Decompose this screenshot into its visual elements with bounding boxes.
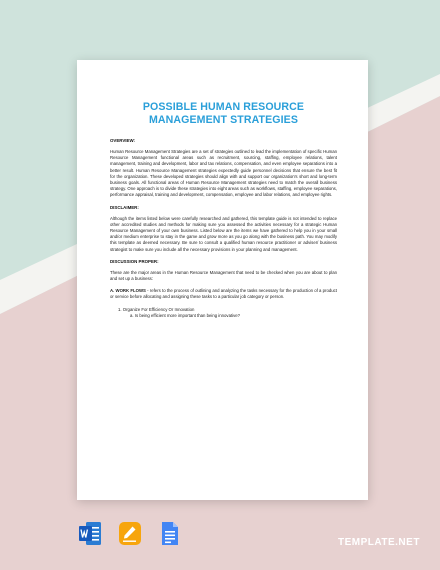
disclaimer-paragraph: Although the items listed below were carefully researched and gathered, this template guide is not intended to replace other accredited studies and methods for making sure you assessed the activities necessary for a strategic Human Resource Management of your own business. Listed below are the items we have gathered to help you in your small and/or medium enterprise to stay in the game and grow more as you go along with the business path. You may modify this template as deemed necessary. Be sure to consult a qualified human resource practitioner or adviser/ business strategist to make sure you include all the necessary provisions in your planning and management.: [110, 215, 337, 252]
document-title-line-2: MANAGEMENT STRATEGIES: [148, 113, 299, 126]
microsoft-word-icon[interactable]: [78, 521, 102, 546]
discussion-paragraph: These are the major areas in the Human Resource Management that need to be checked when you are about to plan and set up a business:: [110, 269, 337, 282]
overview-paragraph: Human Resource Management Strategies are a set of strategies outlined to lead the implementation of specific Human Resource Management functional areas such as recruitment, sourcing, staffing, employee relations, talent management, training and development, labor and tax relations, compensation, and even employee separations into a better result. Human Resource Management strategies expectedly guide personnel decisions that ensure the best fit for the organization. These developed strategies should align with and support our organization's short and long-term business goals. All functional areas of Human Resource Management strategies need to match the overall business strategy. One approach is to divide these strategies into eight areas such as workflows, staffing, employee separations, performance appraisal, training and development, compensation, employee and labor relations, and employee rights.: [110, 149, 337, 198]
list-item-1a: a. Is being efficient more important than being innovative?: [130, 312, 241, 318]
workflows-paragraph: [110, 288, 337, 300]
google-docs-icon[interactable]: [158, 521, 182, 546]
workflows-text: - refers to the process of outlining and analyzing the tasks necessary for the production of a product or service before allocating and assigning these tasks to a particular job category or person.: [110, 288, 337, 300]
overview-heading: OVERVIEW:: [110, 138, 135, 143]
document-title: [106, 101, 341, 126]
list-item-1: 1. Organize For Efficiency Or Innovation: [118, 306, 195, 312]
document-page: [77, 60, 368, 500]
document-title-line-1: POSSIBLE HUMAN RESOURCE: [142, 101, 305, 113]
discussion-heading: DISCUSSION PROPER:: [110, 258, 159, 264]
disclaimer-heading: DISCLAIMER:: [110, 204, 139, 210]
brand-logo[interactable]: TEMPLATE.NET: [338, 537, 420, 548]
workflows-label: A. WORK FLOWS: [110, 288, 146, 294]
apple-pages-icon[interactable]: [118, 521, 142, 546]
